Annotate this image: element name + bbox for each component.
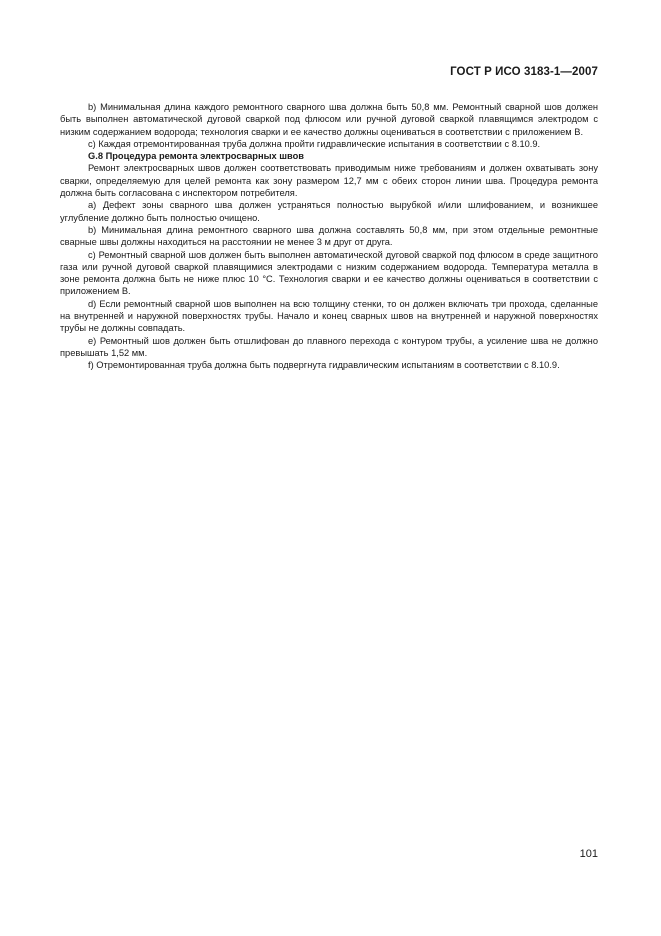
paragraph-c-hydro-test: с) Каждая отремонтированная труба должна пройти гидравлические испытания в соответствии с 8.10.9. [88,138,541,149]
paragraph-b-min-length: b) Минимальная длина каждого ремонтного сварного шва должна быть 50,8 мм. Ремонтный сварной шов должен быть выполнен автоматической дуговой сваркой под флюсом или ручной дуговой сваркой плавящимся электродом с низким содержанием водорода; технология сварки и ее качество должны оцениваться в соответствии с приложением В. [60,102,598,137]
paragraph-intro: Ремонт электросварных швов должен соответствовать приводимым ниже требованиям и должен охватывать зону сварки, определяемую для целей ремонта как зону размером 12,7 мм с обеих сторон линии шва. Процедура ремонта должна быть согласована с инспектором потребителя. [60,163,598,199]
paragraph-d-full-thickness: d) Если ремонтный сварной шов выполнен на всю толщину стенки, то он должен включать три прохода, сделанные на внутренней и наружной поверхностях трубы. Начало и конец сварных швов на внутренней и наружной поверхностях трубы не должны совпадать. [60,298,598,334]
page-number: 101 [579,848,598,860]
document-code-header: ГОСТ Р ИСО 3183-1—2007 [450,66,598,78]
paragraph-b-weld-length: b) Минимальная длина ремонтного сварного шва должна составлять 50,8 мм, при этом отдельные ремонтные сварные швы должны находиться на расстоянии не менее 3 м друг от друга. [60,224,598,248]
paragraph-a-defect-removal: а) Дефект зоны сварного шва должен устраняться полностью вырубкой и/или шлифованием, и возникшее углубление должно быть полностью очищено. [60,200,598,223]
section-heading-g8: G.8 Процедура ремонта электросварных швов [88,151,305,162]
paragraph-f-hydro-test: f) Отремонтированная труба должна быть подвергнута гидравлическим испытаниям в соответствии с 8.10.9. [88,360,560,371]
paragraph-c-welding-method: с) Ремонтный сварной шов должен быть выполнен автоматической дуговой сваркой под флюсом в среде защитного газа или ручной дуговой сваркой плавящимися электродами с низким содержанием водорода. Температура металла в зоне ремонта должна быть не ниже плюс 10 °С. Технология сварки и ее качество должны оцениваться в соответствии с приложением В. [60,249,598,297]
document-body [60,101,598,372]
paragraph-e-grinding: е) Ремонтный шов должен быть отшлифован до плавного перехода с контуром трубы, а усиление шва не должно превышать 1,52 мм. [60,335,598,358]
